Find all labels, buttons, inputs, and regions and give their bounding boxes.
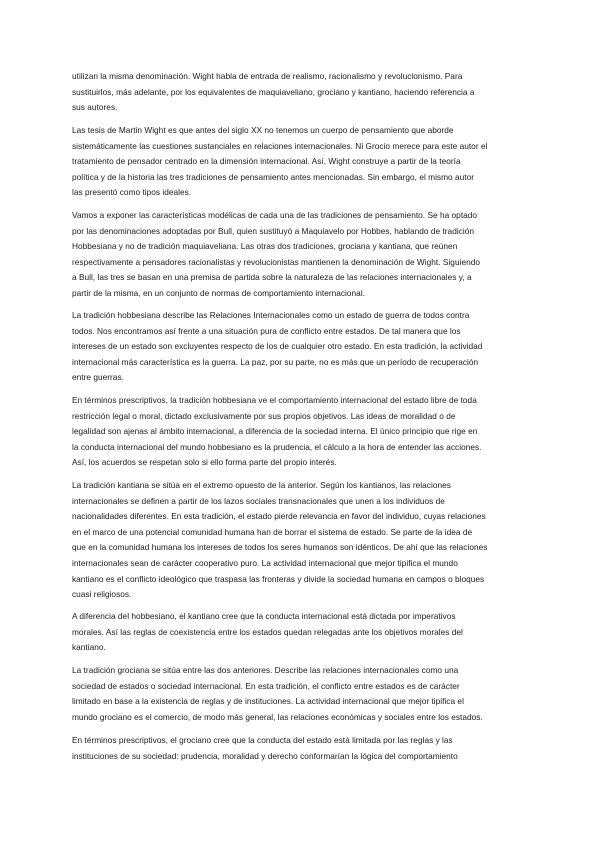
paragraph-line: sustituirlos, más adelante, por los equivalentes de maquiaveliano, grociano y kantiano, haciendo referencia a [72,86,475,97]
paragraph-line: instituciones de su sociedad: prudencia, moralidad y derecho conformarían la lógica del comportamiento [72,750,458,761]
paragraph-line: kantiano es el conflicto ideológico que traspasa las fronteras y divide la sociedad humana en campos o bloques [72,573,485,584]
paragraph-2 [72,123,535,201]
paragraph-line: a Bull, las tres se basan en una premisa de partida sobre la naturaleza de las relaciones internacionales y, a [72,272,472,283]
paragraph-line: utilizan la misma denominación. Wight habla de entrada de realismo, racionalismo y revolucionismo. Para [72,71,463,81]
paragraph-line: intereses de un estado son excluyentes respecto de los de cualquier otro estado. En esta tradición, la actividad [72,341,483,352]
paragraph-line: internacional más característica es la guerra. La paz, por su parte, no es más que un período de recuperación [72,356,479,367]
paragraph-line: internacionales se definen a partir de los lazos sociales transnacionales que unen a los individuos de [72,495,445,506]
paragraph-line: en el marco de una potencial comunidad humana han de borrar el sistema de estado. Se parte de la idea de [72,526,473,537]
paragraph-7 [72,609,535,656]
paragraph-3 [72,208,535,302]
paragraph-line: Las tesis de Martin Wight es que antes del siglo XX no tenemos un cuerpo de pensamiento que aborde [72,125,454,135]
paragraph-line: mundo grociano es el comercio, de modo más general, las relaciones económicas y sociales entre los estados. [72,711,483,722]
paragraph-line: sus autores. [72,102,118,113]
paragraph-line: por las denominaciones adoptadas por Bull, quien sustituyó a Maquiavelo por Hobbes, hablando de tradición [72,225,474,236]
paragraph-line: sociedad de estados o sociedad internacional. En esta tradición, el conflicto entre estados es de carácter [72,680,460,691]
paragraph-line: partir de la misma, en un conjunto de normas de comportamiento internacional. [72,287,366,298]
paragraph-line: La tradición grociana se sitúa entre las dos anteriores. Describe las relaciones internacionales como una [72,665,459,675]
paragraph-line: sistemáticamente las cuestiones sustanciales en relaciones internacionales. Ni Grocio merece para este autor el [72,140,488,151]
paragraph-line: las presentó como tipos ideales. [72,187,192,198]
paragraph-line: cuasi religiosos. [72,589,132,600]
paragraph-line: La tradición hobbesiana describe las Relaciones Internacionales como un estado de guerra de todos contra [72,310,470,320]
paragraph-line: Vamos a exponer las características modélicas de cada una de las tradiciones de pensamiento. Se ha optado [72,210,478,220]
paragraph-line: que en la comunidad humana los intereses de todos los seres humanos son idénticos. De ahí que las relaciones [72,542,488,553]
paragraph-5 [72,393,535,471]
paragraph-line: Así, los acuerdos se respetan solo si ello forma parte del propio interés. [72,457,337,468]
paragraph-line: internacionales sean de carácter cooperativo puro. La actividad internacional que mejor tipifica el mundo [72,557,458,568]
paragraph-line: restricción legal o moral, dictado exclusivamente por sus propios objetivos. Las ideas de moralidad o de [72,410,456,421]
paragraph-8 [72,663,535,725]
paragraph-1 [72,69,535,116]
paragraph-line: kantiano. [72,642,106,653]
paragraph-line: respectivamente a pensadores racionalistas y revolucionistas mantienen la denominación de Wight. Siguiendo [72,256,480,267]
paragraph-line: la conducta internacional del mundo hobbesiano es la prudencia, el cálculo a la hora de entender las acciones. [72,441,482,452]
paragraph-line: limitado en base a la existencia de reglas y de instituciones. La actividad internacional que mejor tipifica el [72,696,464,707]
paragraph-line: nacionalidades diferentes. En esta tradición, el estado pierde relevancia en favor del individuo, cuyas relaciones [72,511,486,522]
paragraph-line: En términos prescriptivos, la tradición hobbesiana ve el comportamiento internacional del estado libre de toda [72,395,477,405]
paragraph-line: todos. Nos encontramos así frente a una situación pura de conflicto entre estados. De tal manera que los [72,325,461,336]
paragraph-line: entre guerras. [72,372,124,383]
paragraph-line: tratamiento de pensador centrado en la dimensión internacional. Así, Wight construye a partir de la teoría [72,156,461,167]
paragraph-line: morales. Así las reglas de coexistencia entre los estados quedan relegadas ante los objetivos morales del [72,626,463,637]
paragraph-9 [72,733,535,764]
paragraph-line: A diferencia del hobbesiano, el kantiano cree que la conducta internacional está dictada por imperativos [72,611,456,621]
paragraph-line: En términos prescriptivos, el grociano cree que la conducta del estado está limitada por las reglas y las [72,735,453,745]
paragraph-line: legalidad son ajenas al ámbito internacional, a diferencia de la sociedad interna. El único principio que rige en [72,426,478,437]
paragraph-6 [72,478,535,603]
paragraph-line: política y de la historia las tres tradiciones de pensamiento antes mencionadas. Sin embargo, el mismo autor [72,171,475,182]
paragraph-line: Hobbesiana y no de tradición maquiaveliana. Las otras dos tradiciones, grociana y kantiana, que reúnen [72,241,458,252]
paragraph-4 [72,308,535,386]
paragraph-line: La tradición kantiana se sitúa en el extremo opuesto de la anterior. Según los kantianos, las relaciones [72,480,451,490]
